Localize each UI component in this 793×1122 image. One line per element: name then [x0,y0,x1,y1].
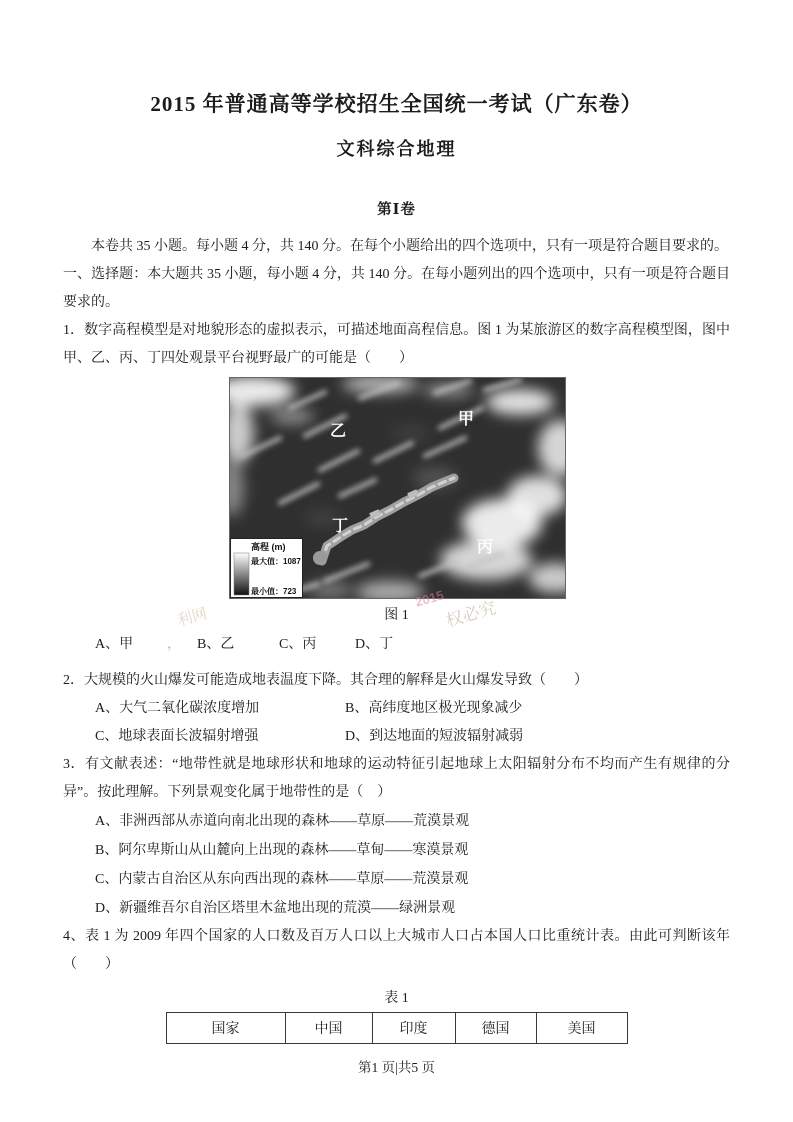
question-3-option-b: B、阿尔卑斯山从山麓向上出现的森林——草甸——寒漠景观 [95,843,469,858]
question-2-option-a: A、大气二氧化碳浓度增加 [95,701,260,716]
table-1 [166,1012,628,1044]
table-cell-india: 印度 [372,1013,455,1044]
dem-terrain-image [229,377,566,599]
section-heading: 一、选择题：本大题共 35 小题，每小题 4 分，共 140 分。在每小题列出的四个选项中，只有一项是符合题目要求的。 [63,267,730,310]
page-subtitle: 文科综合地理 [336,139,457,159]
dem-label-jia: 甲 [458,411,475,428]
dem-legend-title: 高程 (m) [251,542,286,552]
page-title: 2015 年普通高等学校招生全国统一考试（广东卷） [150,92,643,116]
table-cell-usa: 美国 [536,1013,627,1044]
table-cell-china: 中国 [285,1013,372,1044]
dem-label-bing: 丙 [477,539,494,556]
question-2-stem: 2．大规模的火山爆发可能造成地表温度下降。其合理的解释是火山爆发导致（ ） [63,673,588,688]
dem-figure [175,377,564,631]
dem-legend [231,539,303,598]
question-3-option-c: C、内蒙古自治区从东向西出现的森林——草原——荒漠景观 [95,872,469,887]
watermark: 权必究 [443,598,499,631]
question-1-option-c: C、丙 [279,637,317,652]
question-2-option-c: C、地球表面长波辐射增强 [95,729,259,744]
exam-instructions: 本卷共 35 小题。每小题 4 分，共 140 分。在每个小题给出的四个选项中，只有一项是符合题目要求的。 [91,239,728,254]
table-cell-country: 国家 [166,1013,285,1044]
dem-label-yi: 乙 [330,423,347,440]
table-cell-germany: 德国 [455,1013,536,1044]
table-row [166,1013,627,1044]
question-3-option-d: D、新疆维吾尔自治区塔里木盆地出现的荒漠——绿洲景观 [95,901,456,916]
question-1-stem: 1．数字高程模型是对地貌形态的虚拟表示，可描述地面高程信息。图 1 为某旅游区的数字高程模型图，图中甲、乙、丙、丁四处观景平台视野最广的可能是（ ） [63,323,730,366]
watermark: 2015 [413,587,446,610]
volume-label: 第Ⅰ卷 [377,202,416,218]
figure-caption: 图 1 [384,608,409,623]
footer-page-number: 第1 页|共5 页 [358,1060,435,1075]
dem-label-ding: 丁 [332,518,349,535]
question-1-option-b: B、乙 [197,637,235,652]
question-4-stem: 4、表 1 为 2009 年四个国家的人口数及百万人口以上大城市人口占本国人口比重统计表。由此可判断该年（ ） [63,929,730,972]
question-1-option-a: A、甲 [95,637,134,652]
question-2-options [95,695,730,751]
question-3-option-a: A、非洲西部从赤道向南北出现的森林——草原——荒漠景观 [95,814,470,829]
watermark: 利网 [175,605,210,630]
question-3-options [95,807,730,923]
question-2-option-b: B、高纬度地区极光现象减少 [345,701,523,716]
question-2-option-d: D、到达地面的短波辐射减弱 [345,729,524,744]
question-1-options [95,631,730,659]
dem-legend-min: 最小值：723 [251,587,297,596]
question-1-option-d: D、丁 [355,637,394,652]
dem-legend-max: 最大值：1087 [251,557,301,566]
scan-artifact-comma: ， [167,637,181,652]
table-1-caption: 表 1 [384,991,409,1006]
question-3-stem: 3．有文献表述：“地带性就是地球形状和地球的运动特征引起地球上太阳辐射分布不均而产生有规律的分异”。按此理解。下列景观变化属于地带性的是（ ） [63,757,730,800]
